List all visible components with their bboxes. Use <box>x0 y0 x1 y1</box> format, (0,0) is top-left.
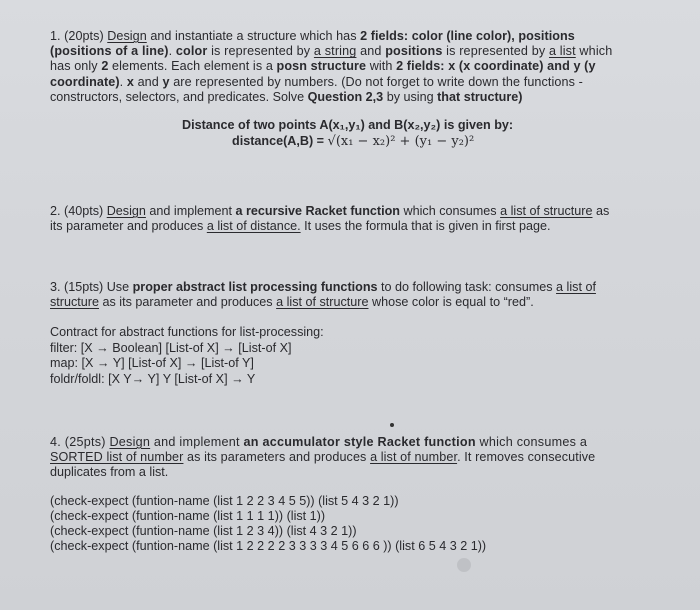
text-segment: as its parameter and produces <box>99 295 277 310</box>
text-segment: a list of structure <box>500 204 593 218</box>
text-segment: a list <box>548 44 576 59</box>
q4-line <box>50 435 662 450</box>
q1-line <box>50 59 662 74</box>
text-segment: whose color is equal to “red”. <box>368 295 534 310</box>
text-segment: . <box>168 44 176 59</box>
text-segment: and implement <box>150 435 244 449</box>
text-segment: x <box>126 74 134 89</box>
text-segment: Design <box>106 204 146 218</box>
check-expect-line: (check-expect (funtion-name (list 1 2 2 3 4 5 5)) (list 5 4 3 2 1)) <box>50 494 399 508</box>
question-2-text <box>50 204 662 234</box>
q1-line <box>50 90 662 105</box>
text-segment: a string <box>313 44 357 59</box>
text-segment: 2 fields: x (x coordinate) and y (y <box>396 59 596 74</box>
text-segment: 4. (25pts) <box>50 435 110 449</box>
text-segment: a list of distance. <box>206 219 301 234</box>
check-expect-examples <box>50 494 486 554</box>
check-expect-line: (check-expect (funtion-name (list 1 1 1 1)) (list 1)) <box>50 509 326 523</box>
distance-formula-rhs: √(x₁ − x₂)² + (y₁ − y₂)² <box>327 134 475 149</box>
text-segment: by using <box>383 89 438 104</box>
text-segment: which <box>575 44 613 59</box>
text-segment: . It removes consecutive <box>457 450 596 465</box>
distance-formula-title: Distance of two points A(x₁,y₁) and B(x₂,y₂) is given by: <box>182 118 514 132</box>
ink-dot <box>390 423 394 427</box>
text-segment: and <box>133 74 163 89</box>
q2-line <box>50 219 662 234</box>
q1-line <box>50 29 662 44</box>
text-segment: coordinate) <box>50 74 120 89</box>
contract-map: map: [X → Y] [List-of X] → [List-of Y] <box>50 356 254 370</box>
question-1-text <box>50 29 662 105</box>
check-expect-line: (check-expect (funtion-name (list 1 2 3 4)) (list 4 3 2 1)) <box>50 524 357 538</box>
text-segment: 2 fields: color (line color), positions <box>360 29 575 43</box>
question-4-text <box>50 435 662 481</box>
text-segment: elements. Each element is a <box>108 59 277 74</box>
text-segment: a recursive Racket function <box>235 204 400 218</box>
distance-formula-lhs: distance(A,B) = <box>232 134 328 148</box>
q3-line <box>50 280 662 295</box>
text-segment: 1. (20pts) <box>50 29 108 43</box>
contract-filter: filter: [X → Boolean] [List-of X] → [List-of X] <box>50 340 292 355</box>
q4-line <box>50 450 662 465</box>
text-segment: 2. (40pts) <box>50 204 107 218</box>
text-segment: an accumulator style Racket function <box>243 435 476 449</box>
text-segment: color <box>175 44 208 59</box>
q2-line <box>50 204 662 219</box>
text-segment: 2 <box>101 59 109 74</box>
text-segment: which consumes a <box>475 435 588 449</box>
text-segment: to do following task: consumes <box>377 280 557 294</box>
text-segment: as its parameters and produces <box>183 450 371 465</box>
distance-formula <box>232 134 474 149</box>
text-segment: constructors, selectors, and predicates. Solve <box>50 89 308 104</box>
text-segment: structure <box>50 295 99 310</box>
q3-line <box>50 295 662 310</box>
contract-fold: foldr/foldl: [X Y→ Y] Y [List-of X] → Y <box>50 371 256 386</box>
text-segment: that structure) <box>437 89 523 104</box>
text-segment: its parameter and produces <box>50 219 207 234</box>
text-segment: is represented by <box>207 44 314 59</box>
text-segment: a list of number <box>370 450 458 465</box>
text-segment: Design <box>107 29 147 43</box>
q1-line <box>50 44 662 59</box>
text-segment: a list of structure <box>276 295 369 310</box>
text-segment: with <box>366 59 397 74</box>
text-segment: is represented by <box>442 44 549 59</box>
text-segment: are represented by numbers. (Do not forget to write down the functions - <box>169 74 583 89</box>
text-segment: 3. (15pts) Use <box>50 280 133 294</box>
text-segment: which consumes <box>400 204 501 218</box>
text-segment: and instantiate a structure which has <box>146 29 361 43</box>
text-segment: Design <box>109 435 151 449</box>
text-segment: duplicates from a list. <box>50 465 169 480</box>
text-segment: y <box>162 74 170 89</box>
text-segment: proper abstract list processing functions <box>132 280 378 294</box>
text-segment: (positions of a line) <box>50 44 169 59</box>
text-segment: and <box>356 44 386 59</box>
question-3-text <box>50 280 662 310</box>
text-segment: a list of <box>556 280 596 294</box>
text-segment: Question 2,3 <box>307 89 384 104</box>
text-segment: positions <box>385 44 443 59</box>
contract-title: Contract for abstract functions for list-processing: <box>50 325 324 339</box>
text-segment: It uses the formula that is given in first page. <box>300 219 551 234</box>
abstract-contracts <box>50 325 324 387</box>
q4-line <box>50 465 662 480</box>
text-segment: as <box>592 204 610 218</box>
text-segment: . <box>119 74 127 89</box>
text-segment: has only <box>50 59 102 74</box>
text-segment: SORTED list of number <box>50 450 184 465</box>
text-segment: and implement <box>145 204 236 218</box>
text-segment: posn structure <box>276 59 367 74</box>
paper-smudge <box>457 558 471 572</box>
check-expect-line: (check-expect (funtion-name (list 1 2 2 2 2 3 3 3 3 4 5 6 6 6 )) (list 6 5 4 3 2 1)) <box>50 539 487 553</box>
q1-line <box>50 75 662 90</box>
